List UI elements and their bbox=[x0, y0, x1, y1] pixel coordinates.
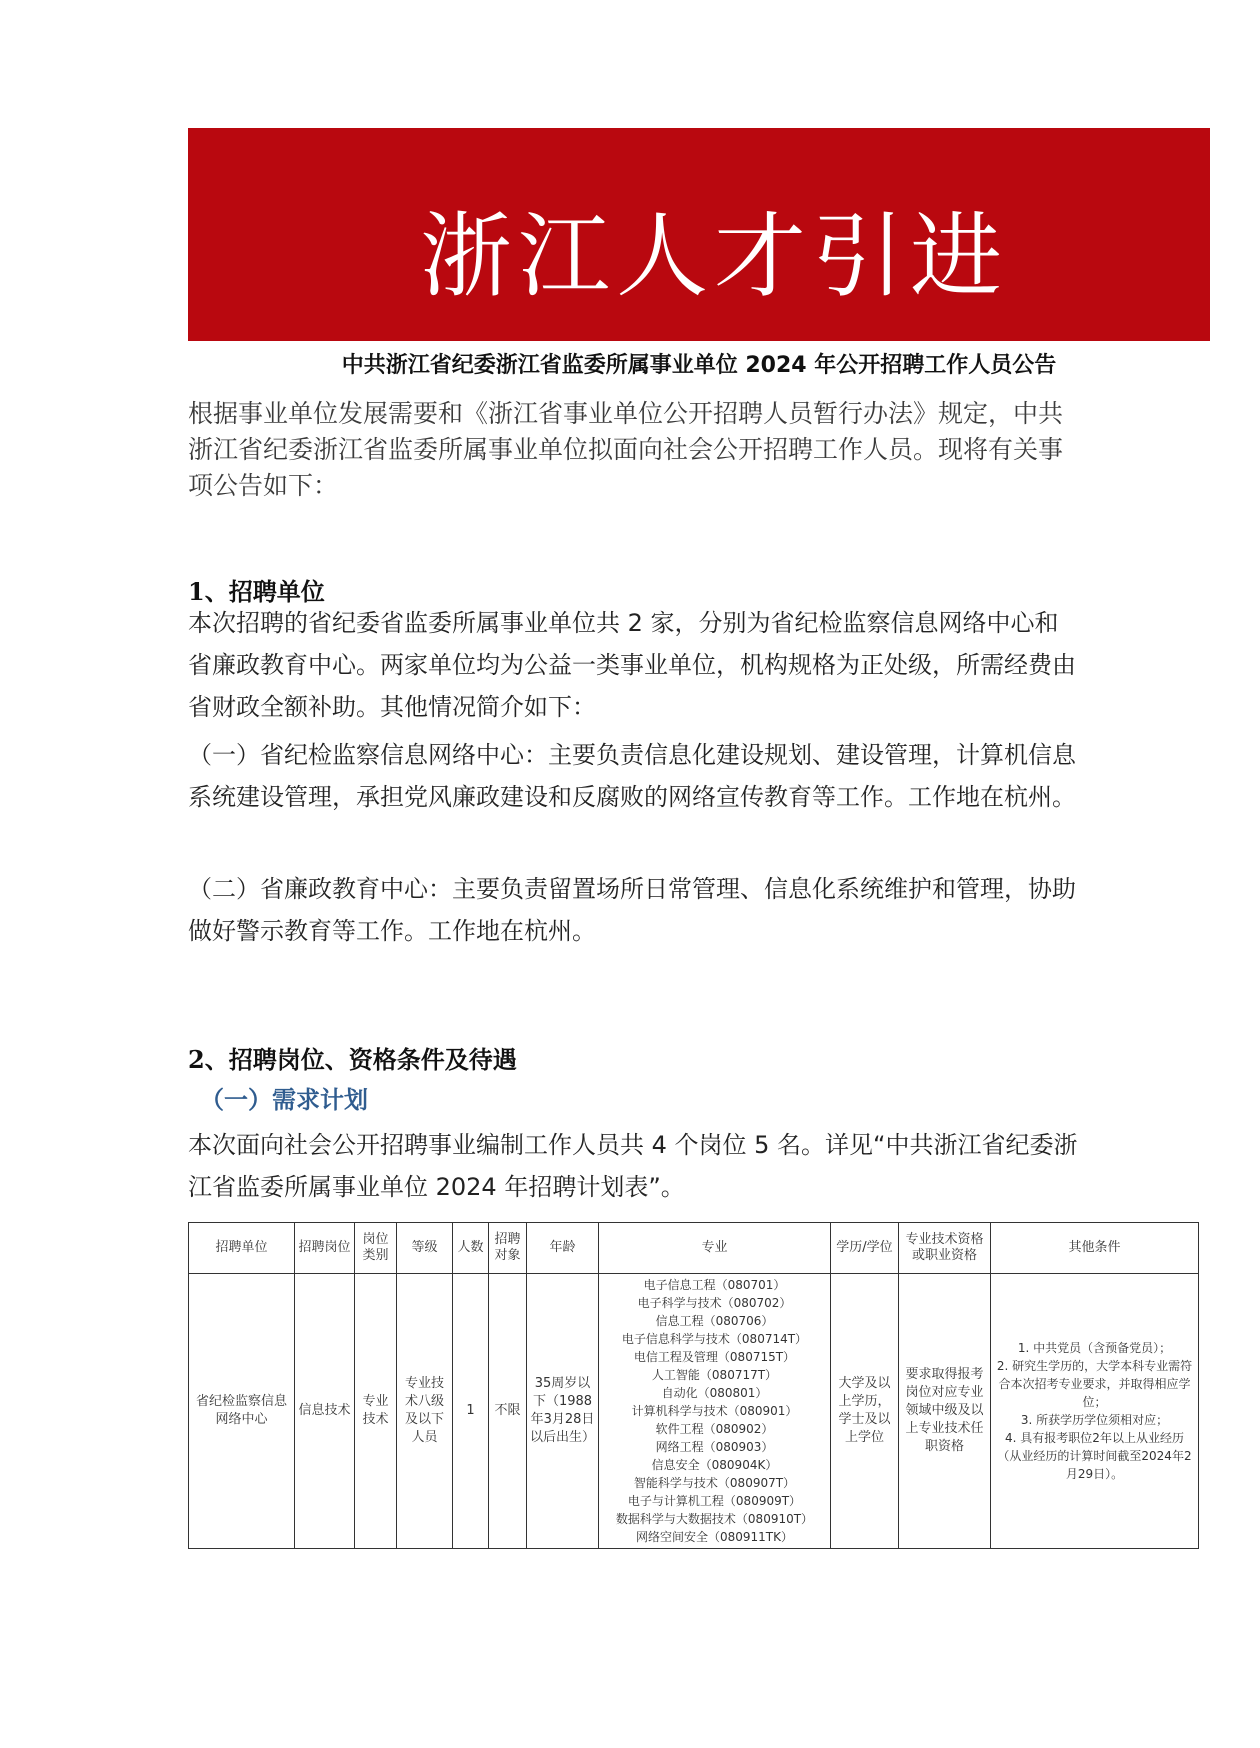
major-item: 自动化（080801） bbox=[661, 1386, 768, 1400]
banner-title: 浙江人才引进 bbox=[419, 203, 1008, 310]
cell-other-conditions bbox=[991, 1274, 1199, 1549]
table-header-row bbox=[189, 1223, 1199, 1274]
header-cell: 其他条件 bbox=[991, 1223, 1199, 1274]
cell-majors bbox=[599, 1274, 831, 1549]
major-item: 数据科学与大数据技术（080910T） bbox=[615, 1512, 814, 1526]
cell-count: 1 bbox=[453, 1274, 489, 1549]
header-cell: 招聘单位 bbox=[189, 1223, 295, 1274]
header-cell: 年龄 bbox=[527, 1223, 599, 1274]
major-item: 计算机科学与技术（080901） bbox=[631, 1404, 798, 1418]
cell-unit: 省纪检监察信息网络中心 bbox=[189, 1274, 295, 1549]
header-cell: 招聘对象 bbox=[489, 1223, 527, 1274]
major-item: 电子科学与技术（080702） bbox=[637, 1296, 792, 1310]
header-cell: 人数 bbox=[453, 1223, 489, 1274]
condition-item: 3. 所获学历学位须相对应； bbox=[1020, 1413, 1169, 1427]
cell-qualification: 要求取得报考岗位对应专业领域中级及以上专业技术任职资格 bbox=[899, 1274, 991, 1549]
major-item: 网络空间安全（080911TK） bbox=[635, 1530, 793, 1544]
cell-post: 信息技术 bbox=[295, 1274, 355, 1549]
table-row bbox=[189, 1274, 1199, 1549]
header-banner bbox=[188, 128, 1210, 341]
major-item: 软件工程（080902） bbox=[655, 1422, 774, 1436]
header-cell: 招聘岗位 bbox=[295, 1223, 355, 1274]
cell-target: 不限 bbox=[489, 1274, 527, 1549]
major-item: 信息安全（080904K） bbox=[651, 1458, 778, 1472]
condition-item: 2. 研究生学历的，大学本科专业需符合本次招考专业要求，并取得相应学位； bbox=[996, 1359, 1193, 1409]
major-item: 电信工程及管理（080715T） bbox=[633, 1350, 796, 1364]
cell-category: 专业技术 bbox=[355, 1274, 397, 1549]
section2-subheading: （一）需求计划 bbox=[200, 1086, 368, 1114]
intro-paragraph: 根据事业单位发展需要和《浙江省事业单位公开招聘人员暂行办法》规定，中共浙江省纪委浙江省监委所属事业单位拟面向社会公开招聘工作人员。现将有关事项公告如下： bbox=[188, 399, 1064, 500]
major-item: 网络工程（080903） bbox=[655, 1440, 774, 1454]
major-item: 信息工程（080706） bbox=[655, 1314, 774, 1328]
major-item: 电子信息工程（080701） bbox=[643, 1278, 786, 1292]
section2-heading: 2、招聘岗位、资格条件及待遇 bbox=[188, 1045, 517, 1074]
condition-item: 1. 中共党员（含预备党员）； bbox=[1017, 1341, 1172, 1355]
header-cell: 专业 bbox=[599, 1223, 831, 1274]
document-title: 中共浙江省纪委浙江省监委所属事业单位 2024 年公开招聘工作人员公告 bbox=[341, 353, 1057, 378]
section2-paragraph-1: 本次面向社会公开招聘事业编制工作人员共 4 个岗位 5 名。详见“中共浙江省纪委浙江省监委所属事业单位 2024 年招聘计划表”。 bbox=[188, 1131, 1078, 1201]
header-cell: 专业技术资格或职业资格 bbox=[899, 1223, 991, 1274]
section1-heading: 1、招聘单位 bbox=[188, 577, 325, 606]
header-cell: 岗位类别 bbox=[355, 1223, 397, 1274]
cell-education: 大学及以上学历，学士及以上学位 bbox=[831, 1274, 899, 1549]
header-cell: 等级 bbox=[397, 1223, 453, 1274]
major-item: 电子与计算机工程（080909T） bbox=[627, 1494, 802, 1508]
condition-item: 4. 具有报考职位2年以上从业经历（从业经历的计算时间截至2024年2月29日）。 bbox=[997, 1431, 1192, 1481]
major-item: 电子信息科学与技术（080714T） bbox=[621, 1332, 808, 1346]
section1-paragraph-1: 本次招聘的省纪委省监委所属事业单位共 2 家，分别为省纪检监察信息网络中心和省廉政教育中心。两家单位均为公益一类事业单位，机构规格为正处级，所需经费由省财政全额补助。其他情况简介如下： bbox=[188, 609, 1076, 721]
recruitment-plan-table bbox=[188, 1222, 1198, 1544]
header-cell: 学历/学位 bbox=[831, 1223, 899, 1274]
section1-paragraph-3: （二）省廉政教育中心：主要负责留置场所日常管理、信息化系统维护和管理，协助做好警示教育等工作。工作地在杭州。 bbox=[188, 875, 1076, 945]
cell-age: 35周岁以下（1988年3月28日以后出生） bbox=[527, 1274, 599, 1549]
cell-level: 专业技术八级及以下人员 bbox=[397, 1274, 453, 1549]
major-item: 智能科学与技术（080907T） bbox=[633, 1476, 796, 1490]
section1-paragraph-2: （一）省纪检监察信息网络中心：主要负责信息化建设规划、建设管理，计算机信息系统建设管理，承担党风廉政建设和反腐败的网络宣传教育等工作。工作地在杭州。 bbox=[188, 741, 1076, 811]
major-item: 人工智能（080717T） bbox=[651, 1368, 778, 1382]
